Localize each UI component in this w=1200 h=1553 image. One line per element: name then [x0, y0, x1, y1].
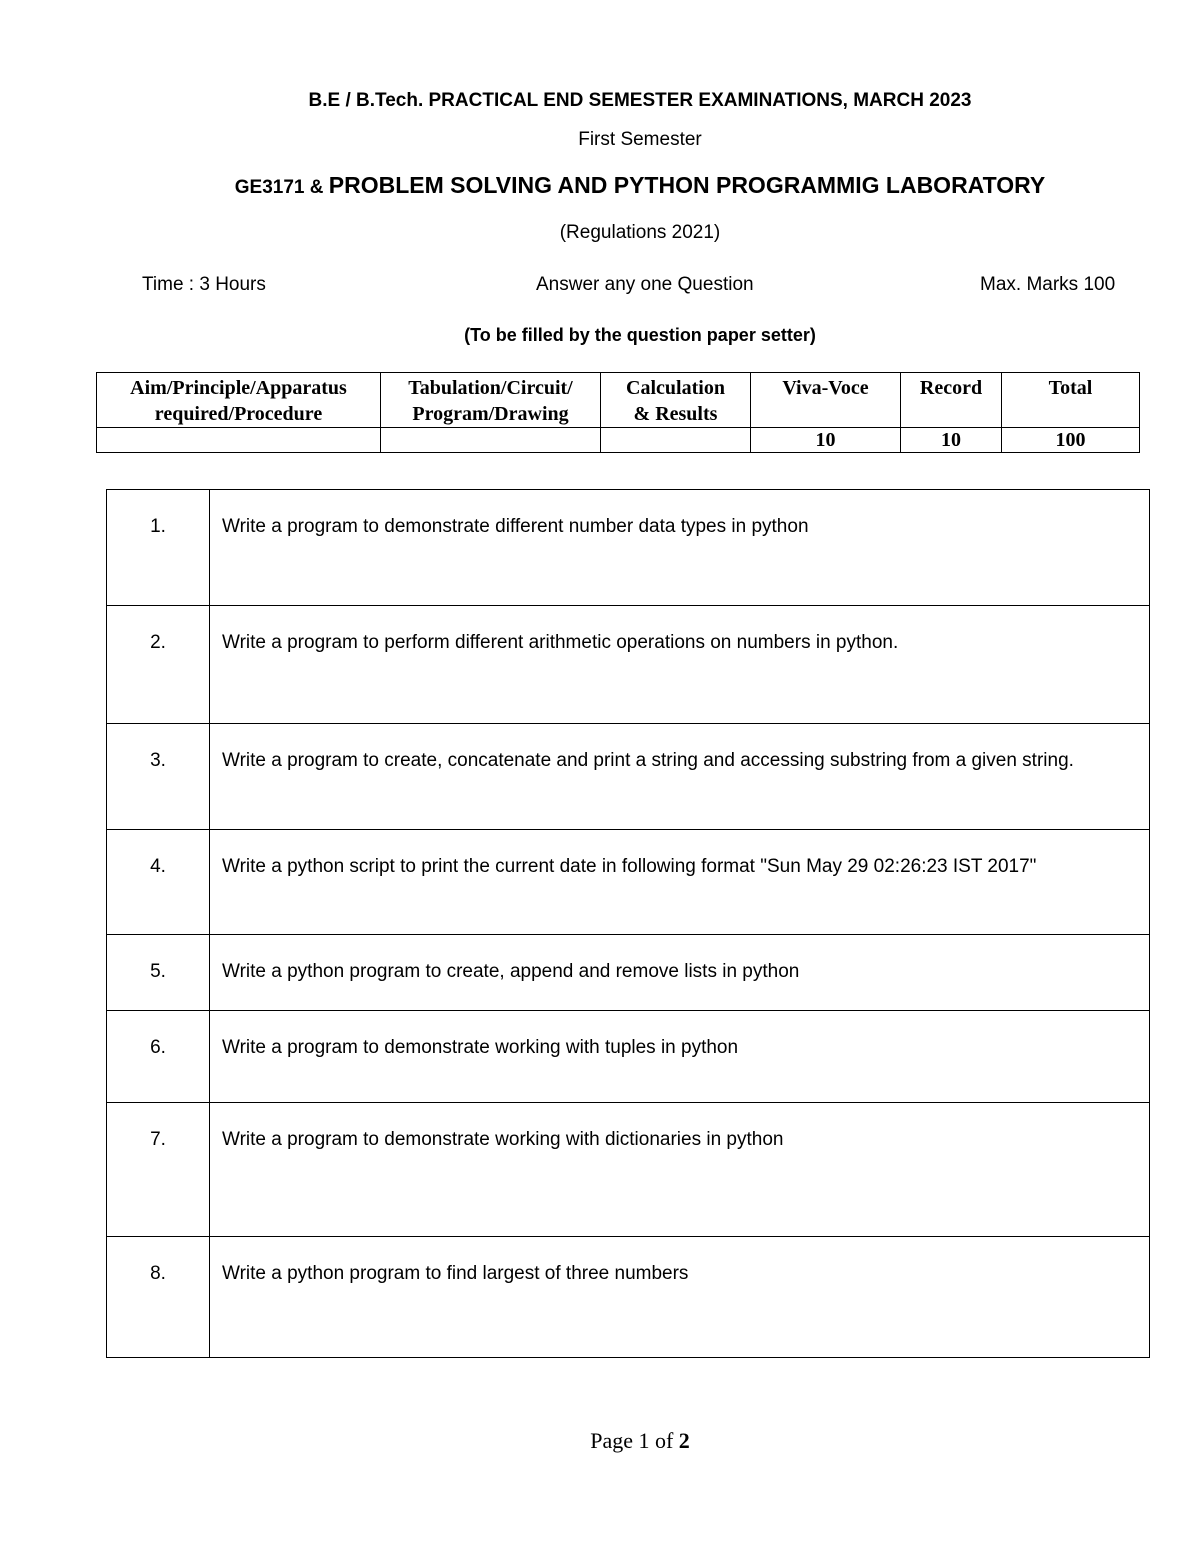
question-number: 2.: [107, 606, 210, 724]
course-code: GE3171 &: [234, 177, 324, 198]
question-number: 3.: [107, 724, 210, 830]
question-number: 7.: [107, 1103, 210, 1237]
question-row: [107, 1103, 1150, 1237]
marks-header-cell: Record: [901, 373, 1002, 428]
marks-value-cell: 10: [751, 428, 901, 453]
time-label: Time : 3 Hours: [142, 274, 266, 295]
marks-value-cell: [601, 428, 751, 453]
question-row: [107, 935, 1150, 1011]
course-title: [0, 172, 1200, 199]
question-text: Write a python program to create, append and remove lists in python: [210, 935, 1150, 1011]
question-text: Write a program to demonstrate working with tuples in python: [210, 1011, 1150, 1103]
marks-table: [96, 372, 1140, 453]
marks-value-cell: [97, 428, 381, 453]
exam-title: B.E / B.Tech. PRACTICAL END SEMESTER EXAMINATIONS, MARCH 2023: [308, 90, 972, 111]
marks-value-row: [97, 428, 1140, 453]
marks-value-cell: 10: [901, 428, 1002, 453]
question-text: Write a program to demonstrate different number data types in python: [210, 490, 1150, 606]
marks-header-cell: Tabulation/Circuit/ Program/Drawing: [381, 373, 601, 428]
question-row: [107, 830, 1150, 935]
regulations-label: (Regulations 2021): [559, 222, 721, 243]
question-number: 8.: [107, 1237, 210, 1358]
marks-header-row: [97, 373, 1140, 428]
question-number: 4.: [107, 830, 210, 935]
question-number: 6.: [107, 1011, 210, 1103]
question-text: Write a program to perform different arithmetic operations on numbers in python.: [210, 606, 1150, 724]
marks-header-cell: Calculation & Results: [601, 373, 751, 428]
marks-header-cell: Total: [1002, 373, 1140, 428]
marks-value-cell: 100: [1002, 428, 1140, 453]
question-row: [107, 606, 1150, 724]
page-label: Page 1 of: [590, 1428, 674, 1453]
question-text: Write a program to demonstrate working with dictionaries in python: [210, 1103, 1150, 1237]
marks-value-cell: [381, 428, 601, 453]
question-number: 5.: [107, 935, 210, 1011]
instruction-label: Answer any one Question: [536, 274, 754, 295]
semester-label: First Semester: [578, 129, 702, 150]
question-row: [107, 1237, 1150, 1358]
question-row: [107, 490, 1150, 606]
page-footer: [0, 1428, 1200, 1454]
question-row: [107, 724, 1150, 830]
question-text: Write a python script to print the current date in following format "Sun May 29 02:26:23 IST 2017": [210, 830, 1150, 935]
question-text: Write a python program to find largest of three numbers: [210, 1237, 1150, 1358]
max-marks-label: Max. Marks 100: [980, 274, 1116, 295]
questions-table: [106, 489, 1150, 1358]
question-row: [107, 1011, 1150, 1103]
question-text: Write a program to create, concatenate and print a string and accessing substring from a given string.: [210, 724, 1150, 830]
marks-header-cell: Viva-Voce: [751, 373, 901, 428]
setter-note: (To be filled by the question paper setter): [464, 325, 816, 345]
course-name: PROBLEM SOLVING AND PYTHON PROGRAMMIG LABORATORY: [328, 172, 1046, 198]
marks-header-cell: Aim/Principle/Apparatus required/Procedure: [97, 373, 381, 428]
total-pages: 2: [678, 1428, 690, 1453]
question-number: 1.: [107, 490, 210, 606]
